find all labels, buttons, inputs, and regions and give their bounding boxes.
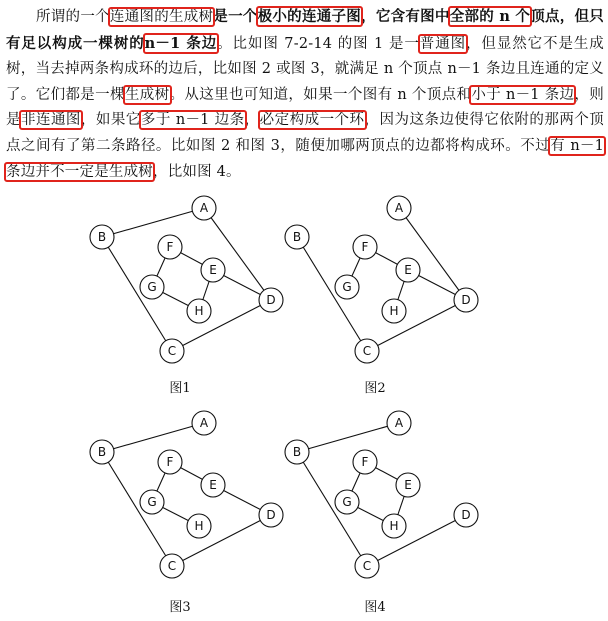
vertex-D: [454, 503, 478, 527]
vertex-A: [192, 411, 216, 435]
vertex-label: F: [166, 240, 174, 254]
figure-4-graph: [275, 405, 495, 595]
figure-1-graph: [80, 190, 300, 370]
vertex-H: [187, 514, 211, 538]
vertex-B: [285, 225, 309, 249]
figure-1-caption: 图1: [169, 381, 191, 396]
highlighted-term: 连通图的生成树: [109, 9, 214, 25]
vertex-label: G: [147, 280, 157, 294]
vertex-H: [382, 514, 406, 538]
edge-C-D: [172, 515, 271, 566]
vertex-B: [90, 225, 114, 249]
vertex-D: [454, 288, 478, 312]
vertex-label: E: [209, 478, 217, 492]
vertex-G: [335, 490, 359, 514]
edge-B-A: [102, 208, 204, 237]
vertex-label: G: [342, 280, 352, 294]
vertex-label: H: [389, 519, 399, 533]
vertex-label: H: [389, 304, 399, 318]
highlighted-term: 普通图: [419, 35, 467, 52]
vertex-label: H: [194, 519, 204, 533]
vertex-label: G: [342, 495, 352, 509]
vertex-label: D: [266, 293, 276, 307]
vertex-C: [355, 339, 379, 363]
highlighted-term: 多于 n－1 边条: [140, 112, 245, 129]
vertex-E: [201, 258, 225, 282]
edge-C-D: [172, 300, 271, 351]
vertex-label: D: [461, 508, 471, 522]
vertex-B: [90, 440, 114, 464]
highlighted-term: 必定构成一个环: [259, 112, 365, 129]
text-segment: ，则是: [6, 86, 604, 129]
text-segment: ，但显然它不是生成树，当去掉两条构成环的边后，比如图 2 或图 3，就满足 n 个顶点 n－1 条边且连通的定义了。它们都是一棵: [6, 35, 604, 103]
highlighted-term: 有 n－1 条边并不一定是生成树: [6, 137, 604, 180]
text-segment: ，: [244, 112, 260, 129]
vertex-label: B: [292, 230, 302, 244]
highlighted-term: n－1 条边: [144, 34, 218, 52]
text-segment: ，如果它: [80, 112, 141, 129]
edge-B-A: [102, 423, 204, 452]
vertex-G: [140, 490, 164, 514]
text-segment: 。从这里也可知道，如果一个图有 n 个顶点和: [169, 86, 472, 103]
edge-A-D: [204, 208, 271, 300]
vertex-label: A: [199, 416, 209, 430]
vertex-E: [201, 473, 225, 497]
edge-A-D: [399, 208, 466, 300]
vertex-H: [187, 299, 211, 323]
text-segment: 。比如图 7-2-14 的图 1 是一: [217, 35, 420, 52]
edge-C-D: [367, 300, 466, 351]
figure-4-caption: 图4: [364, 600, 386, 615]
vertex-label: G: [147, 495, 157, 509]
highlighted-term: 非连通图: [20, 112, 81, 129]
figure-2-caption: 图2: [364, 381, 386, 396]
vertex-label: C: [167, 559, 177, 573]
vertex-label: E: [404, 263, 412, 277]
vertex-label: F: [361, 455, 369, 469]
highlighted-term: 小于 n－1 条边: [471, 86, 575, 103]
vertex-H: [382, 299, 406, 323]
vertex-G: [140, 275, 164, 299]
vertex-G: [335, 275, 359, 299]
vertex-C: [355, 554, 379, 578]
vertex-B: [285, 440, 309, 464]
figure-2-graph: [275, 190, 495, 370]
vertex-label: D: [461, 293, 471, 307]
vertex-label: E: [209, 263, 217, 277]
vertex-A: [387, 411, 411, 435]
text-segment: ，因为这条边使得它依附的那两个顶点之间有了第二条路径。比如图 2 和图 3，随便加哪两顶点的边都将构成环。不过: [6, 112, 604, 154]
text-segment: ，它含有图中: [361, 8, 450, 25]
highlighted-term: 生成树: [124, 86, 170, 103]
text-segment: 顶点，但只有足以构成一棵树的: [6, 8, 605, 52]
vertex-label: B: [97, 230, 107, 244]
vertex-label: C: [362, 559, 372, 573]
highlighted-term: 极小的连通子图: [257, 8, 362, 25]
vertex-F: [353, 450, 377, 474]
vertex-label: A: [199, 201, 209, 215]
vertex-label: F: [166, 455, 174, 469]
vertex-F: [353, 235, 377, 259]
vertex-label: D: [266, 508, 276, 522]
vertex-label: C: [167, 344, 177, 358]
vertex-E: [396, 473, 420, 497]
vertex-label: C: [362, 344, 372, 358]
vertex-label: H: [194, 304, 204, 318]
vertex-label: B: [292, 445, 302, 459]
vertex-F: [158, 450, 182, 474]
vertex-label: E: [404, 478, 412, 492]
vertex-A: [387, 196, 411, 220]
figure-3-caption: 图3: [169, 600, 191, 615]
text-segment: 是一个: [213, 8, 258, 25]
paragraph: [6, 4, 604, 185]
highlighted-term: 全部的 n 个: [449, 8, 531, 25]
vertex-C: [160, 339, 184, 363]
text-segment: ，比如图 4。: [153, 163, 241, 180]
figure-3-graph: [80, 405, 300, 595]
text-segment: 所谓的一个: [36, 9, 110, 25]
vertex-label: F: [361, 240, 369, 254]
vertex-A: [192, 196, 216, 220]
vertex-C: [160, 554, 184, 578]
edge-B-A: [297, 423, 399, 452]
vertex-label: B: [97, 445, 107, 459]
edge-C-D: [367, 515, 466, 566]
vertex-F: [158, 235, 182, 259]
vertex-E: [396, 258, 420, 282]
vertex-label: A: [394, 416, 404, 430]
vertex-label: A: [394, 201, 404, 215]
